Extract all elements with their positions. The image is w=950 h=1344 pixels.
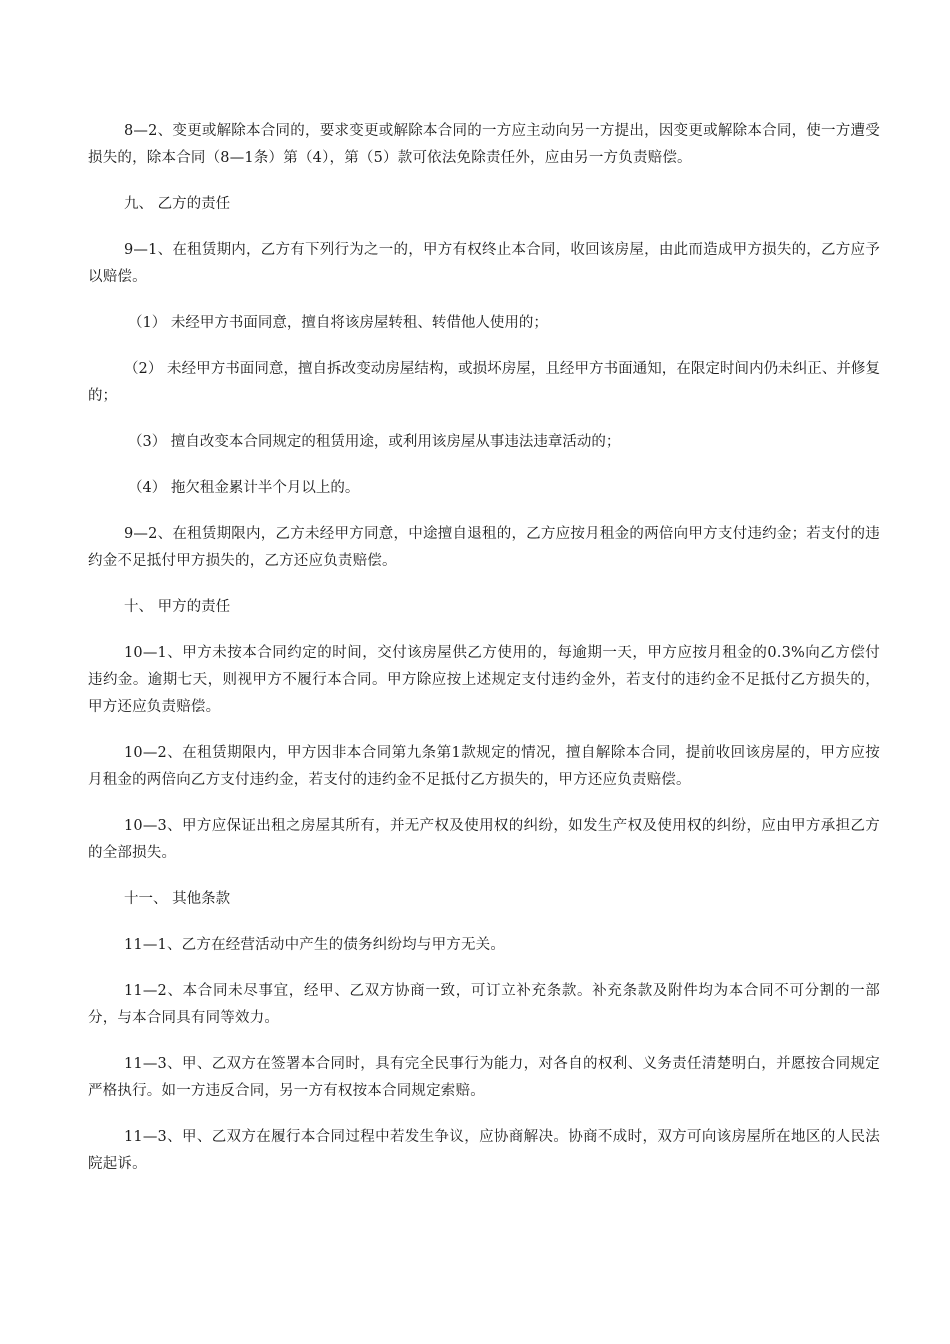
clause-11-2: 11—2、本合同未尽事宜，经甲、乙双方协商一致，可订立补充条款。补充条款及附件均为本合同不可分割的一部分，与本合同具有同等效力。 [88,983,880,1026]
clause-11-1: 11—1、乙方在经营活动中产生的债务纠纷均与甲方无关。 [124,937,506,953]
clause-10-1: 10—1、甲方未按本合同约定的时间，交付该房屋供乙方使用的，每逾期一天，甲方应按月租金的0.3%向乙方偿付违约金。逾期七天，则视甲方不履行本合同。甲方除应按上述规定支付违约金外，若支付的违约金不足抵付乙方损失的，甲方还应负责赔偿。 [88,645,880,715]
clause-9-1-item-2: （2） 未经甲方书面同意，擅自拆改变动房屋结构，或损坏房屋，且经甲方书面通知，在限定时间内仍未纠正、并修复的； [88,361,880,404]
clause-8-2: 8—2、变更或解除本合同的，要求变更或解除本合同的一方应主动向另一方提出，因变更或解除本合同，使一方遭受损失的，除本合同（8—1条）第（4），第（5）款可依法免除责任外，应由另一方负责赔偿。 [88,123,880,166]
clause-9-1: 9—1、在租赁期内，乙方有下列行为之一的，甲方有权终止本合同，收回该房屋，由此而造成甲方损失的，乙方应予以赔偿。 [88,242,880,285]
clause-10-3: 10—3、甲方应保证出租之房屋其所有，并无产权及使用权的纠纷，如发生产权及使用权的纠纷，应由甲方承担乙方的全部损失。 [88,818,880,861]
section-heading-11: 十一、 其他条款 [124,891,231,907]
clause-9-1-item-3: （3） 擅自改变本合同规定的租赁用途，或利用该房屋从事违法违章活动的； [128,434,621,450]
section-heading-10: 十、 甲方的责任 [124,599,231,615]
clause-9-2: 9—2、在租赁期限内，乙方未经甲方同意，中途擅自退租的，乙方应按月租金的两倍向甲方支付违约金；若支付的违约金不足抵付甲方损失的，乙方还应负责赔偿。 [88,526,880,569]
clause-11-3-dispute: 11—3、甲、乙双方在履行本合同过程中若发生争议，应协商解决。协商不成时，双方可向该房屋所在地区的人民法院起诉。 [88,1129,880,1172]
clause-11-3-signing: 11—3、甲、乙双方在签署本合同时，具有完全民事行为能力，对各自的权利、义务责任清楚明白，并愿按合同规定严格执行。如一方违反合同，另一方有权按本合同规定索赔。 [88,1056,880,1099]
contract-page [88,118,880,1197]
clause-9-1-item-1: （1） 未经甲方书面同意，擅自将该房屋转租、转借他人使用的； [128,315,548,331]
clause-9-1-item-4: （4） 拖欠租金累计半个月以上的。 [128,480,360,496]
section-heading-9: 九、 乙方的责任 [124,196,231,212]
clause-10-2: 10—2、在租赁期限内，甲方因非本合同第九条第1款规定的情况，擅自解除本合同，提前收回该房屋的，甲方应按月租金的两倍向乙方支付违约金，若支付的违约金不足抵付乙方损失的，甲方还应负责赔偿。 [88,745,880,788]
